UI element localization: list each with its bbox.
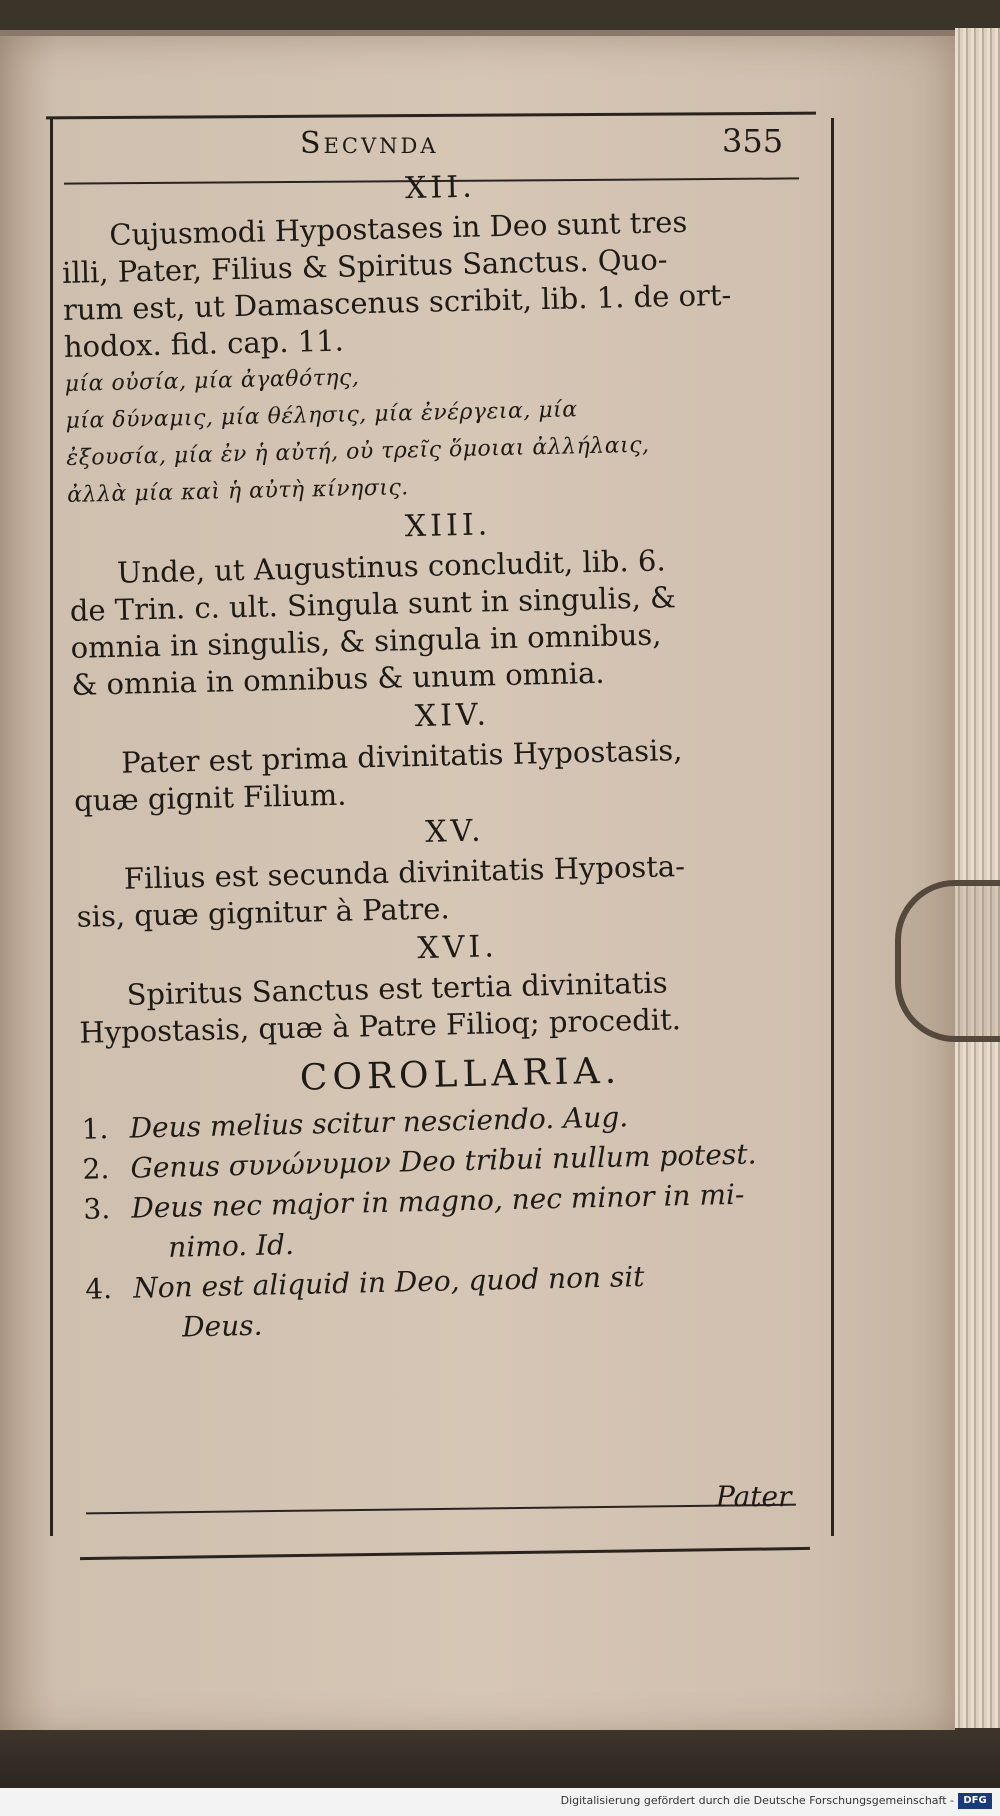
- corollary-line: Non est aliquid in Deo, quod non sit: [132, 1260, 645, 1305]
- corollary-number: 4.: [84, 1272, 113, 1306]
- text-line: Cujusmodi Hypostases in Deo sunt tres: [108, 204, 688, 252]
- text-block: [60, 159, 846, 1350]
- corollary-text: Deus melius scitur nesciendo. Aug.: [129, 1100, 629, 1145]
- text-line: rum est, ut Damascenus scribit, lib. 1. de ort-: [62, 277, 732, 327]
- corollaria-title: COROLLARIA.: [299, 1050, 622, 1099]
- corollary-number: 2.: [82, 1152, 110, 1186]
- section-numeral-13: XIII.: [404, 507, 492, 545]
- section-16-text: [78, 961, 839, 1052]
- section-numeral-16: XVI.: [417, 929, 499, 967]
- greek-line: ἐξουσία, μία ἐν ἡ αὐτή, οὐ τρεῖς ὅμοιαι ἀλλήλαις,: [66, 432, 650, 471]
- digitization-footer: [0, 1788, 1000, 1816]
- corollary-line: Deus nec major in magno, nec minor in mi-: [131, 1177, 745, 1225]
- corollary-continuation: Deus.: [181, 1308, 263, 1344]
- text-line: hodox. fid. cap. 11.: [63, 323, 345, 364]
- text-line: illi, Pater, Filius & Spiritus Sanctus. Quo-: [61, 242, 668, 290]
- text-line: Hypostasis, quæ à Patre Filioq; procedit.: [79, 1002, 682, 1050]
- dfg-logo: DFG: [958, 1793, 992, 1809]
- scan-background: [0, 1730, 1000, 1788]
- section-12-text: [61, 201, 828, 514]
- section-14-text: [73, 729, 834, 820]
- text-line: sis, quæ gignitur à Patre.: [76, 891, 450, 934]
- text-line: quæ gignit Filium.: [73, 777, 347, 818]
- corollary-number: 1.: [81, 1112, 109, 1146]
- text-line: Unde, ut Augustinus concludit, lib. 6.: [116, 543, 666, 590]
- text-line: Pater est prima divinitatis Hypostasis,: [120, 733, 683, 780]
- text-line: omnia in singulis, & singula in omnibus,: [70, 617, 662, 665]
- page-number: 355: [722, 122, 784, 160]
- text-line: & omnia in omnibus & unum omnia.: [71, 655, 605, 702]
- book-clasp: [895, 880, 1000, 1042]
- page-edges: [955, 28, 1000, 1728]
- section-numeral-15: XV.: [424, 813, 486, 850]
- text-line: Spiritus Sanctus est tertia divinitatis: [126, 965, 668, 1012]
- greek-line: μία δύναμις, μία θέλησις, μία ἐνέργεια, μία: [65, 397, 578, 434]
- text-line: de Trin. c. ult. Singula sunt in singulis, &: [69, 580, 677, 628]
- catchword: Pater: [716, 1480, 792, 1513]
- section-13-text: [69, 539, 832, 704]
- funding-notice: Digitalisierung gefördert durch die Deutsche Forschungsgemeinschaft -: [560, 1794, 954, 1807]
- corollary-continuation: nimo. Id.: [167, 1227, 295, 1264]
- corollary-text: [133, 1252, 847, 1348]
- section-numeral-12: XII.: [404, 169, 477, 207]
- section-numeral-14: XIV.: [414, 697, 491, 735]
- greek-line: μία οὐσία, μία ἀγαθότης,: [64, 365, 360, 397]
- section-15-text: [76, 845, 837, 936]
- running-head: Secvnda: [300, 126, 439, 161]
- text-line: Filius est secunda divinitatis Hyposta-: [123, 849, 686, 896]
- greek-line: ἀλλὰ μία καὶ ἡ αὐτὴ κίνησις.: [66, 475, 410, 508]
- corollary-number: 3.: [83, 1192, 111, 1226]
- corollary-text: Genus συνώνυμον Deo tribui nullum potest.: [130, 1137, 757, 1185]
